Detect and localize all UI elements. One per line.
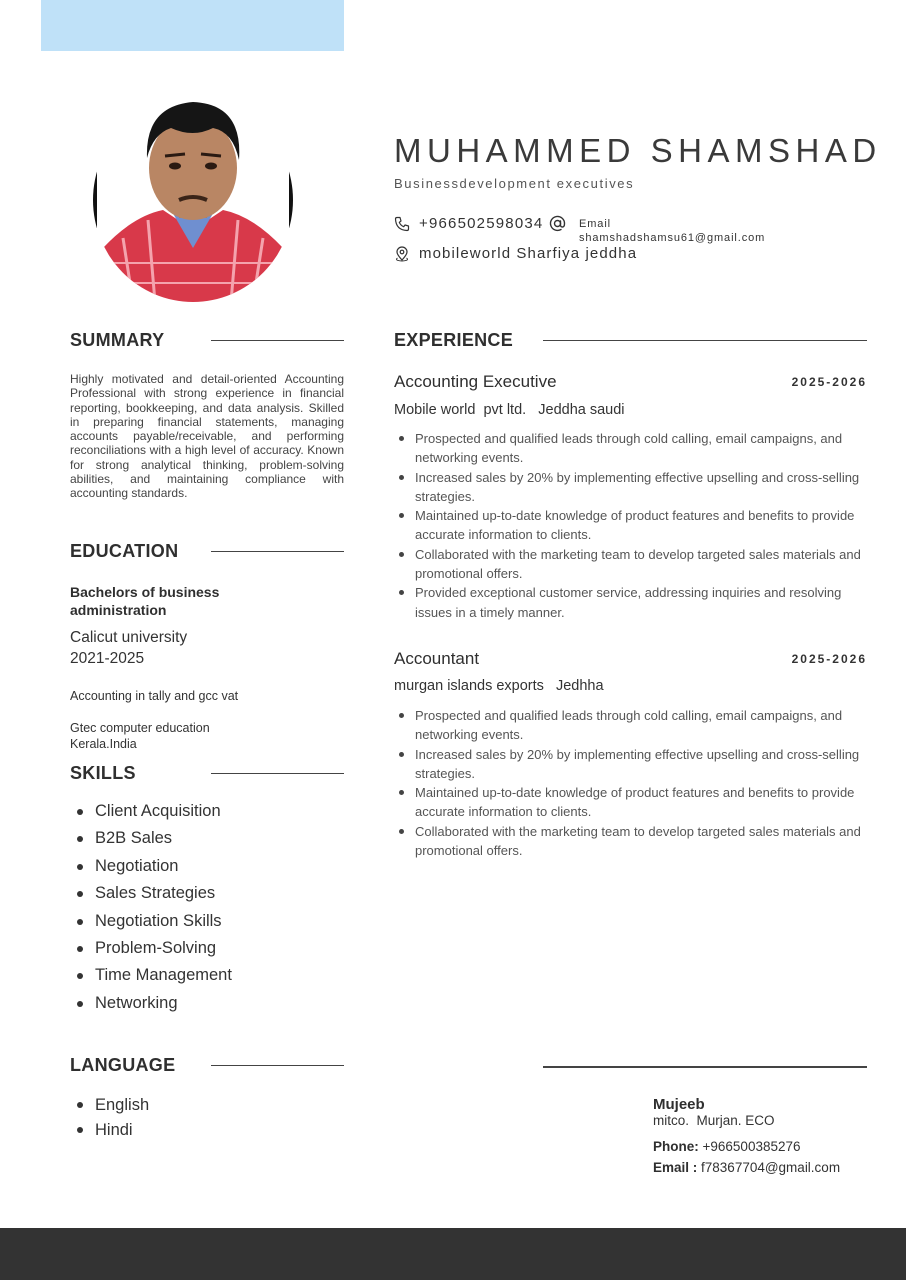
list-item: Maintained up-to-date knowledge of product features and benefits to provide accurate information to clients. — [394, 506, 864, 545]
list-item: Networking — [70, 992, 232, 1019]
summary-heading-text: SUMMARY — [70, 330, 165, 350]
reference-phone-label: Phone: — [653, 1139, 699, 1154]
location-text: mobileworld Sharfiya jeddha — [419, 245, 638, 262]
education-degree: Bachelors of business administration — [70, 584, 220, 618]
list-item: Client Acquisition — [70, 800, 232, 827]
skills-divider — [211, 773, 344, 775]
education-institute-location: Kerala.India — [70, 737, 137, 751]
list-item: Prospected and qualified leads through cold calling, email campaigns, and networking events. — [394, 429, 864, 468]
language-heading-text: LANGUAGE — [70, 1055, 176, 1075]
email-address: shamshadshamsu61@gmail.com — [579, 232, 766, 244]
email-label: Email — [579, 218, 612, 230]
list-item: Problem-Solving — [70, 937, 232, 964]
reference-phone — [653, 1139, 801, 1154]
list-item: Time Management — [70, 964, 232, 991]
list-item: Sales Strategies — [70, 882, 232, 909]
contact-email — [579, 217, 765, 245]
skills-heading — [70, 763, 344, 784]
education-course: Accounting in tally and gcc vat — [70, 689, 239, 703]
education-school: Calicut university — [70, 629, 188, 646]
education-heading — [70, 541, 344, 562]
experience-divider — [543, 340, 867, 342]
education-years: 2021-2025 — [70, 649, 145, 667]
language-divider — [211, 1065, 344, 1067]
summary-text: Highly motivated and detail-oriented Accounting Professional with strong experience in financial reporting, bookkeeping, and data analysis. Skilled in preparing financial statements, managing accounts payable/receivable, and performing reconciliations with a high level of accuracy. Known for strong analytical thinking, problem-solving abilities, and maintaining compliance with accounting standards. — [70, 372, 344, 501]
skills-heading-text: SKILLS — [70, 763, 136, 783]
reference-phone-value: +966500385276 — [702, 1139, 801, 1154]
reference-email — [653, 1160, 840, 1175]
job-dates: 2025-2026 — [791, 375, 867, 389]
list-item: B2B Sales — [70, 827, 232, 854]
list-item: Negotiation — [70, 855, 232, 882]
phone-icon — [394, 216, 410, 232]
job-company: Mobile world pvt ltd. Jeddha saudi — [394, 402, 625, 418]
education-institute-block — [70, 720, 210, 752]
summary-heading — [70, 330, 344, 351]
list-item: Negotiation Skills — [70, 910, 232, 937]
job-company: murgan islands exports Jedhha — [394, 678, 604, 694]
footer-bar — [0, 1228, 906, 1280]
education-heading-text: EDUCATION — [70, 541, 179, 561]
list-item: Collaborated with the marketing team to develop targeted sales materials and promotional offers. — [394, 545, 864, 584]
list-item: Prospected and qualified leads through cold calling, email campaigns, and networking events. — [394, 706, 864, 745]
job-title: Accounting Executive — [394, 372, 557, 391]
education-institute: Gtec computer education — [70, 721, 210, 735]
language-heading — [70, 1055, 344, 1076]
top-accent-bar — [41, 0, 344, 51]
list-item: Provided exceptional customer service, addressing inquiries and resolving issues in a timely manner. — [394, 583, 864, 622]
contact-location — [394, 245, 637, 262]
list-item: Maintained up-to-date knowledge of product features and benefits to provide accurate information to clients. — [394, 783, 864, 822]
list-item: Hindi — [70, 1119, 149, 1144]
reference-email-label: Email : — [653, 1160, 698, 1175]
experience-heading-text: EXPERIENCE — [394, 330, 514, 350]
education-divider — [211, 551, 344, 553]
job-duties-list — [394, 429, 864, 622]
profile-photo — [93, 98, 293, 302]
list-item: English — [70, 1094, 149, 1119]
languages-list — [70, 1094, 149, 1144]
phone-text: +966502598034 — [419, 215, 544, 232]
experience-heading — [394, 330, 867, 351]
reference-divider — [543, 1066, 867, 1068]
candidate-name: MUHAMMED SHAMSHAD — [394, 132, 882, 169]
candidate-title: Businessdevelopment executives — [394, 176, 635, 191]
reference-company: mitco. Murjan. ECO — [653, 1113, 775, 1128]
list-item: Increased sales by 20% by implementing effective upselling and cross-selling strategies. — [394, 468, 864, 507]
list-item: Collaborated with the marketing team to develop targeted sales materials and promotional offers. — [394, 822, 864, 861]
job-duties-list — [394, 706, 864, 860]
skills-list — [70, 800, 232, 1019]
summary-divider — [211, 340, 344, 342]
contact-phone — [394, 215, 543, 232]
job-title: Accountant — [394, 649, 480, 668]
email-icon — [549, 215, 566, 232]
reference-email-value: f78367704@gmail.com — [701, 1160, 841, 1175]
list-item: Increased sales by 20% by implementing effective upselling and cross-selling strategies. — [394, 745, 864, 784]
education-school-block — [70, 628, 187, 669]
reference-name: Mujeeb — [653, 1096, 705, 1113]
location-pin-icon — [394, 246, 410, 262]
job-dates: 2025-2026 — [791, 652, 867, 666]
